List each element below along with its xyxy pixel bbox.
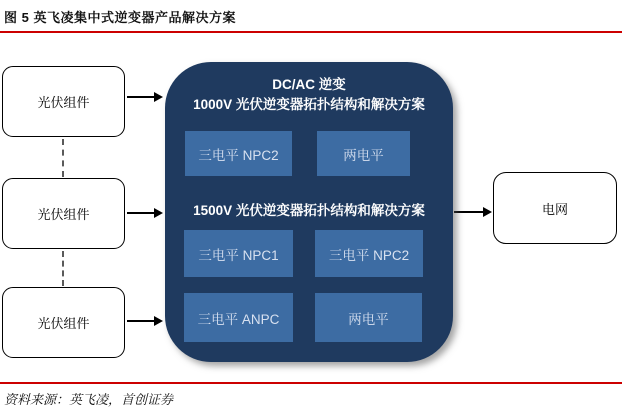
inverter-block bbox=[165, 62, 453, 362]
topology-box-npc1-1500v: 三电平 NPC1 bbox=[184, 230, 293, 277]
pv-module-box-2 bbox=[2, 178, 125, 249]
arrow-right-icon bbox=[454, 211, 483, 213]
topology-box-npc2-1500v: 三电平 NPC2 bbox=[315, 230, 423, 277]
inverter-header-line2-1000v: 1000V 光伏逆变器拓扑结构和解决方案 bbox=[193, 97, 425, 112]
topology-box-two-level-1000v: 两电平 bbox=[317, 131, 410, 176]
bottom-red-rule bbox=[0, 382, 622, 384]
figure-title: 图 5 英飞凌集中式逆变器产品解决方案 bbox=[4, 10, 236, 25]
arrow-right-icon bbox=[127, 212, 154, 214]
dashed-connector-icon bbox=[62, 251, 64, 286]
topology-box-anpc-1500v: 三电平 ANPC bbox=[184, 293, 293, 342]
topology-box-npc2-1000v: 三电平 NPC2 bbox=[185, 131, 292, 176]
dashed-connector-icon bbox=[62, 139, 64, 177]
inverter-header-line1: DC/AC 逆变 bbox=[272, 77, 346, 92]
arrow-right-icon bbox=[127, 320, 154, 322]
topology-box-two-level-1500v: 两电平 bbox=[315, 293, 422, 342]
grid-box bbox=[493, 172, 617, 244]
pv-module-box-3 bbox=[2, 287, 125, 358]
pv-module-label: 光伏组件 bbox=[37, 207, 90, 222]
source-note: 资料来源：英飞凌，首创证券 bbox=[4, 392, 174, 407]
arrow-right-icon bbox=[127, 96, 154, 98]
top-red-rule bbox=[0, 31, 622, 33]
pv-module-label: 光伏组件 bbox=[37, 316, 90, 331]
pv-module-box-1 bbox=[2, 66, 125, 137]
inverter-header-1500v: 1500V 光伏逆变器拓扑结构和解决方案 bbox=[193, 203, 425, 218]
pv-module-label: 光伏组件 bbox=[37, 95, 90, 110]
grid-label: 电网 bbox=[541, 201, 568, 217]
